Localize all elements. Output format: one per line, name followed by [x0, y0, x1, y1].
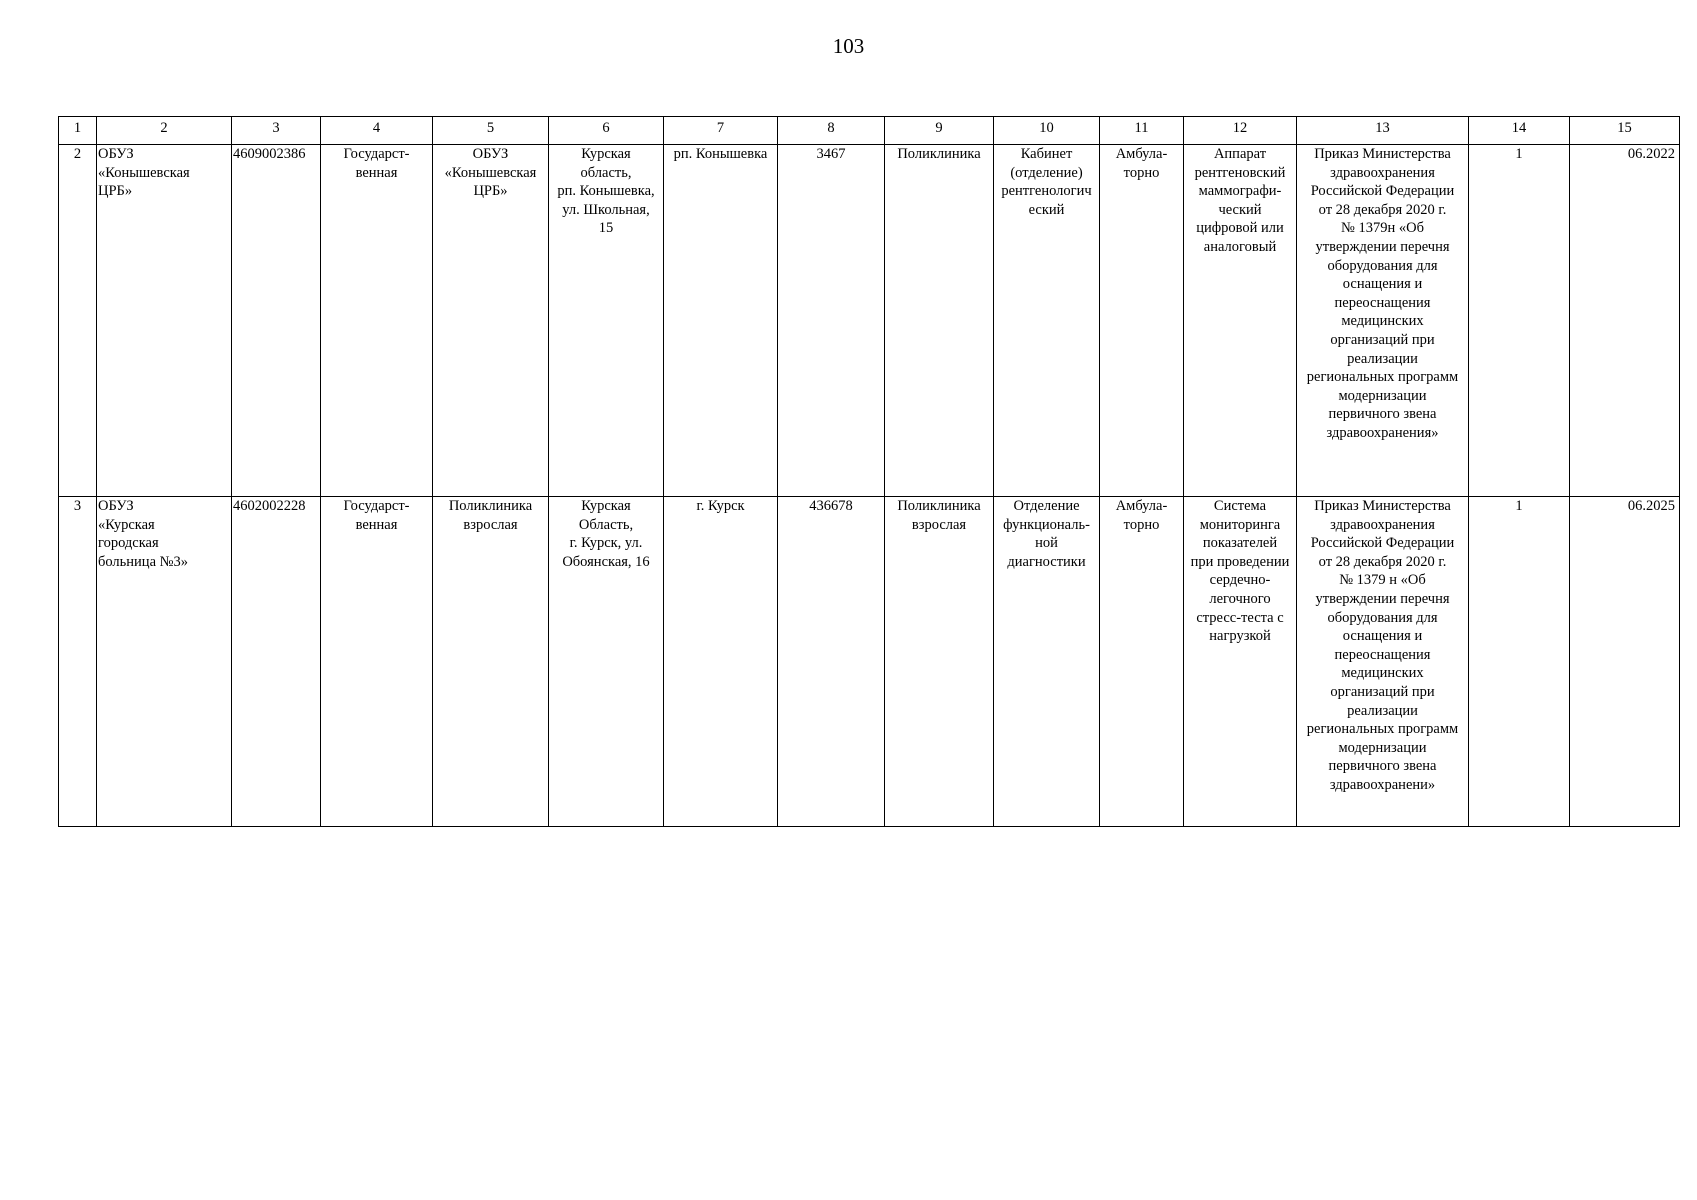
column-number: 14 — [1469, 117, 1570, 145]
column-number: 12 — [1184, 117, 1297, 145]
population-cell: 3467 — [778, 145, 885, 497]
ownership-cell: Государст- венная — [321, 497, 433, 827]
address-cell: Курская Область, г. Курск, ул. Обоянская, 16 — [549, 497, 664, 827]
date-cell: 06.2022 — [1570, 145, 1680, 497]
column-number: 5 — [433, 117, 549, 145]
facility-type-cell: Поликлиника — [885, 145, 994, 497]
column-number: 9 — [885, 117, 994, 145]
column-number: 6 — [549, 117, 664, 145]
organization-cell: ОБУЗ «Конышевская ЦРБ» — [97, 145, 232, 497]
equipment-cell: Система мониторинга показателей при проведении сердечно- легочного стресс-теста с нагрузкой — [1184, 497, 1297, 827]
inn-cell: 4602002228 — [232, 497, 321, 827]
locality-cell: рп. Конышевка — [664, 145, 778, 497]
row-index-cell: 3 — [59, 497, 97, 827]
department-cell: Отделение функциональ- ной диагностики — [994, 497, 1100, 827]
column-number: 7 — [664, 117, 778, 145]
register-table — [58, 116, 1680, 827]
inn-cell: 4609002386 — [232, 145, 321, 497]
column-number: 10 — [994, 117, 1100, 145]
subdivision-cell: ОБУЗ «Конышевская ЦРБ» — [433, 145, 549, 497]
column-number: 13 — [1297, 117, 1469, 145]
address-cell: Курская область, рп. Конышевка, ул. Школьная, 15 — [549, 145, 664, 497]
regulation-cell: Приказ Министерства здравоохранения Российской Федерации от 28 декабря 2020 г. № 1379 н «Об утверждении перечня оборудования для оснащения и переоснащения медицинских организаций при реализации региональных программ модернизации первичного звена здравоохранени» — [1297, 497, 1469, 827]
care-conditions-cell: Амбула- торно — [1100, 145, 1184, 497]
row-index-cell: 2 — [59, 145, 97, 497]
table-row — [59, 497, 1680, 827]
date-cell: 06.2025 — [1570, 497, 1680, 827]
column-number: 8 — [778, 117, 885, 145]
column-number: 11 — [1100, 117, 1184, 145]
regulation-cell: Приказ Министерства здравоохранения Российской Федерации от 28 декабря 2020 г. № 1379н «Об утверждении перечня оборудования для оснащения и переоснащения медицинских организаций при реализации региональных программ модернизации первичного звена здравоохранения» — [1297, 145, 1469, 497]
locality-cell: г. Курск — [664, 497, 778, 827]
column-number: 15 — [1570, 117, 1680, 145]
column-number: 3 — [232, 117, 321, 145]
department-cell: Кабинет (отделение) рентгенологич еский — [994, 145, 1100, 497]
subdivision-cell: Поликлиника взрослая — [433, 497, 549, 827]
column-number: 4 — [321, 117, 433, 145]
population-cell: 436678 — [778, 497, 885, 827]
page-number: 103 — [832, 34, 865, 58]
organization-cell: ОБУЗ «Курская городская больница №3» — [97, 497, 232, 827]
column-number: 2 — [97, 117, 232, 145]
care-conditions-cell: Амбула- торно — [1100, 497, 1184, 827]
facility-type-cell: Поликлиника взрослая — [885, 497, 994, 827]
ownership-cell: Государст- венная — [321, 145, 433, 497]
column-number: 1 — [59, 117, 97, 145]
quantity-cell: 1 — [1469, 145, 1570, 497]
quantity-cell: 1 — [1469, 497, 1570, 827]
table-row — [59, 145, 1680, 497]
equipment-cell: Аппарат рентгеновский маммографи- ческий цифровой или аналоговый — [1184, 145, 1297, 497]
column-number-row — [59, 117, 1680, 145]
